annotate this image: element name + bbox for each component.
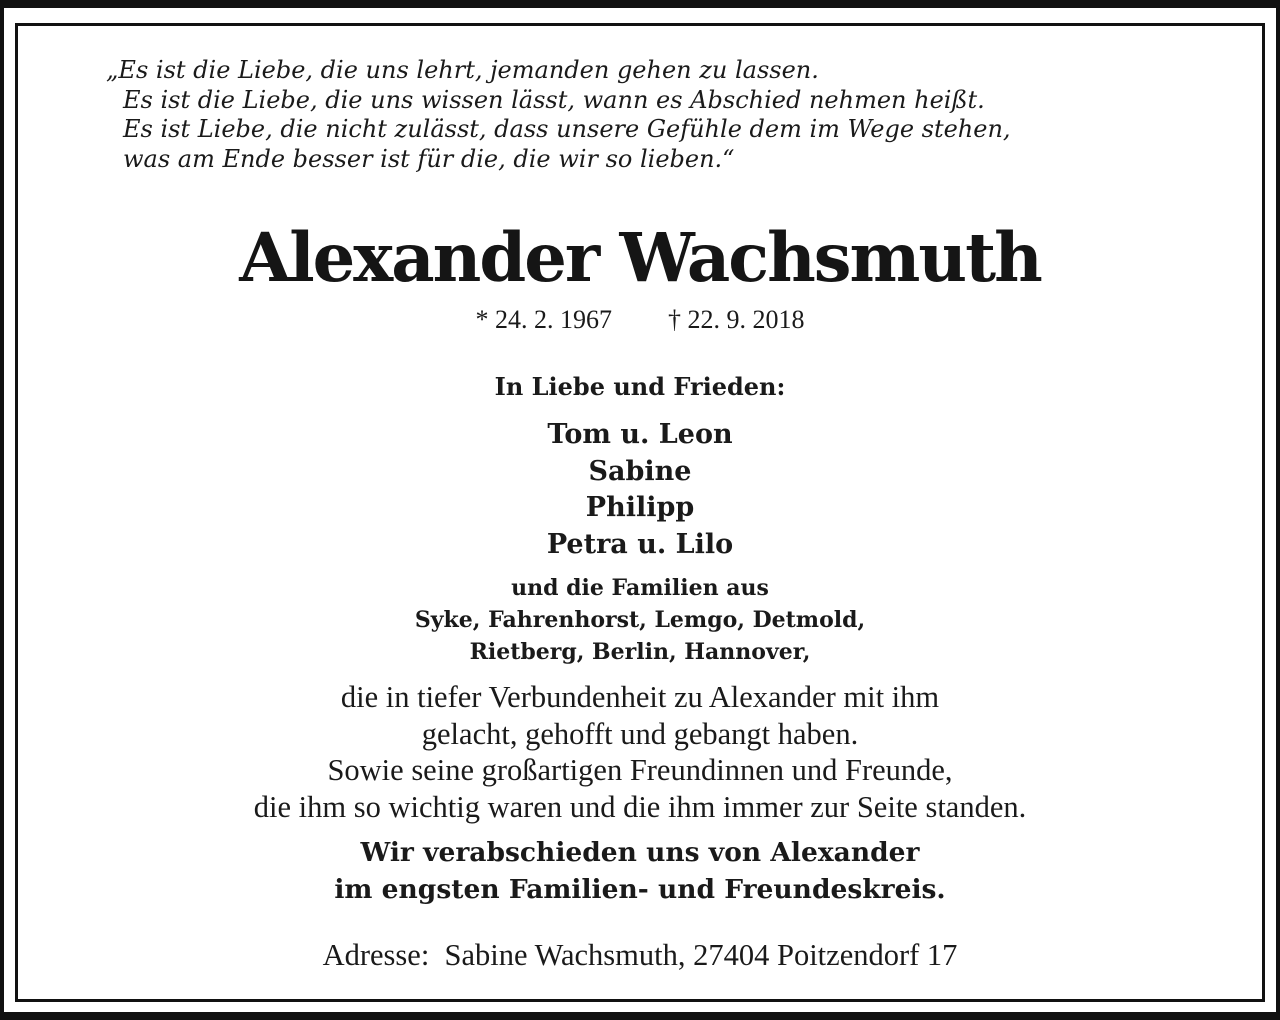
families-line: Syke, Fahrenhorst, Lemgo, Detmold, <box>414 607 866 633</box>
families-line: und die Familien aus <box>511 575 769 601</box>
quote-block <box>106 56 1011 174</box>
tribute-text <box>4 679 1276 825</box>
deceased-name: Alexander Wachsmuth <box>239 218 1041 297</box>
quote-line: Es ist Liebe, die nicht zulässt, dass unsere Gefühle dem im Wege stehen, <box>123 115 1011 143</box>
quote-line: Es ist die Liebe, die uns wissen lässt, wann es Abschied nehmen heißt. <box>123 85 985 114</box>
mourner-name: Philipp <box>585 492 695 523</box>
tribute-line: gelacht, gehofft und gebangt haben. <box>421 716 859 751</box>
tribute-line: Sowie seine großartigen Freundinnen und Freunde, <box>327 753 953 787</box>
mourner-name: Tom u. Leon <box>547 419 733 450</box>
tribute-line: die in tiefer Verbundenheit zu Alexander mit ihm <box>340 680 940 714</box>
death-date: † 22. 9. 2018 <box>668 305 805 334</box>
quote-line: was am Ende besser ist für die, die wir so lieben.“ <box>123 144 735 173</box>
farewell-line: im engsten Familien- und Freundeskreis. <box>334 874 946 905</box>
birth-date: * 24. 2. 1967 <box>475 305 612 334</box>
farewell-statement <box>4 834 1276 908</box>
farewell-line: Wir verabschieden uns von Alexander <box>360 837 920 868</box>
quote-line: „Es ist die Liebe, die uns lehrt, jemanden gehen zu lassen. <box>106 56 819 84</box>
mourner-names <box>4 417 1276 563</box>
mourner-name: Petra u. Lilo <box>546 528 734 560</box>
mourner-name: Sabine <box>588 455 692 487</box>
mourners-intro: In Liebe und Frieden: <box>494 372 786 401</box>
contact-address: Adresse: Sabine Wachsmuth, 27404 Poitzendorf 17 <box>322 938 958 972</box>
tribute-line: die ihm so wichtig waren und die ihm immer zur Seite standen. <box>253 789 1027 824</box>
life-dates <box>4 302 1276 338</box>
families-line: Rietberg, Berlin, Hannover, <box>469 639 811 665</box>
families-block <box>4 572 1276 668</box>
